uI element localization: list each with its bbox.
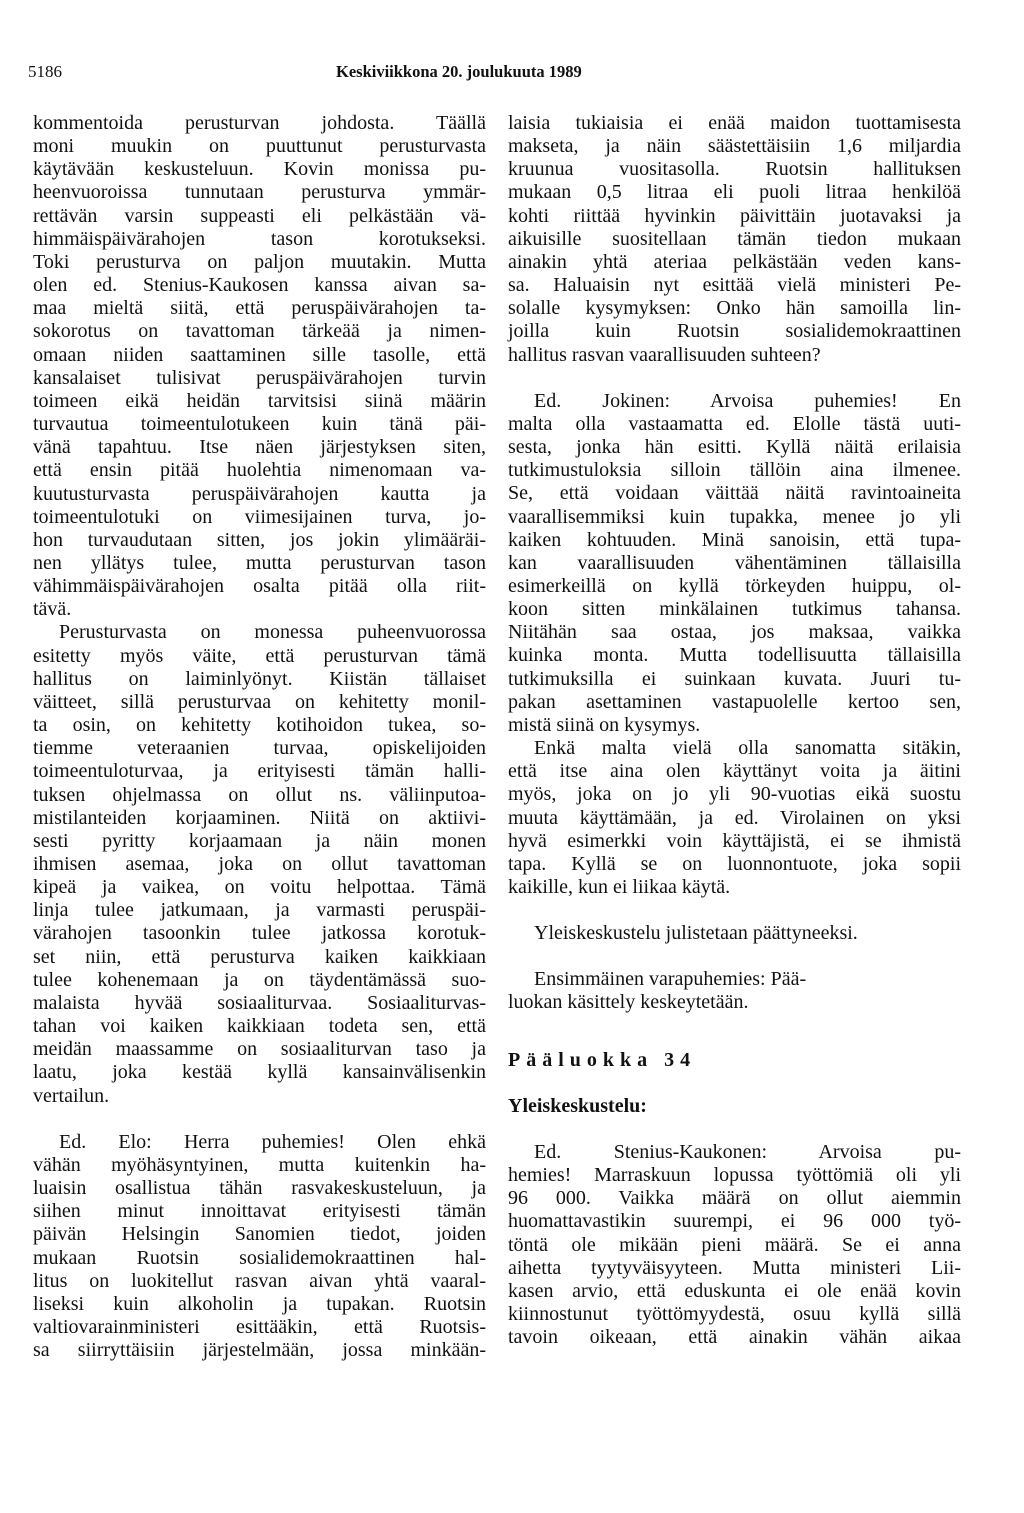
text-line: malaista hyvää sosiaaliturvaa. Sosiaaliturvas- bbox=[33, 991, 486, 1014]
text-line: päivän Helsingin Sanomien tiedot, joiden bbox=[33, 1223, 486, 1246]
text-line: tävä. bbox=[33, 598, 72, 621]
text-line: hallitus rasvan vaarallisuuden suhteen? bbox=[508, 343, 821, 366]
text-line: tuksen ohjelmassa on ollut ns. väliinputoa- bbox=[33, 783, 486, 806]
text-line: hemies! Marraskuun lopussa työttömiä oli yli bbox=[508, 1164, 961, 1187]
text-line: omaan niiden saattaminen sille tasolle, että bbox=[33, 343, 486, 366]
text-line: ihmisen asemaa, joka on ollut tavattoman bbox=[33, 853, 486, 875]
text-line: 96 000. Vaikka määrä on ollut aiemmin bbox=[508, 1187, 961, 1210]
text-line: tutkimustuloksia silloin tällöin aina ilmenee. bbox=[508, 459, 961, 482]
text-line: toimeen eikä heidän tarvitsisi siinä määrin bbox=[33, 389, 486, 412]
text-line: sesti pyritty korjaamaan ja näin monen bbox=[33, 829, 486, 852]
text-line: kiinnostunut työttömyydestä, osuu kyllä sillä bbox=[508, 1303, 961, 1326]
page-number: 5186 bbox=[28, 62, 62, 81]
text-line: kommentoida perusturvan johdosta. Täällä bbox=[33, 112, 486, 134]
text-line: huomattavastikin suurempi, ei 96 000 työ- bbox=[508, 1210, 961, 1233]
text-line: ainakin yhtä ateriaa pelkästään veden kans- bbox=[508, 250, 961, 273]
paragraph-gap bbox=[508, 945, 961, 968]
paragraph-gap bbox=[508, 367, 961, 390]
text-line: tiemme veteraanien turvaa, opiskelijoiden bbox=[33, 737, 486, 760]
text-line: laisia tukiaisia ei enää maidon tuottamisesta bbox=[508, 112, 961, 134]
text-line: maa mieltä siitä, että peruspäivärahojen ta- bbox=[33, 297, 486, 320]
text-line: meidän maassamme on sosiaaliturvan taso ja bbox=[33, 1038, 486, 1061]
text-line: vähimmäispäivärahojen osalta pitää olla riit- bbox=[33, 575, 486, 598]
section-heading: Pääluokka 34 bbox=[508, 1048, 697, 1071]
text-line: solalle kysymyksen: Onko hän samoilla lin- bbox=[508, 297, 961, 320]
text-line: Ed. Jokinen: Arvoisa puhemies! En bbox=[534, 389, 961, 412]
text-line: kuinka monta. Mutta todellisuutta tällaisilla bbox=[508, 644, 961, 667]
text-line: esimerkeillä on kyllä törkeyden huippu, ol- bbox=[508, 574, 961, 597]
text-line: mistä siinä on kysymys. bbox=[508, 713, 701, 736]
text-line: töntä ole mikään pieni määrä. Se ei anna bbox=[508, 1233, 961, 1256]
text-line: rettävän varsin suppeasti eli pelkästään vä- bbox=[33, 204, 486, 227]
text-line: kaikille, kun ei liikaa käytä. bbox=[508, 876, 731, 898]
text-line: litus on luokitellut rasvan aivan yhtä vaaral- bbox=[33, 1269, 486, 1292]
text-line: joilla kuin Ruotsin sosialidemokraattinen bbox=[508, 320, 961, 343]
text-line: muuta käyttämään, ja ed. Virolainen on yksi bbox=[508, 806, 961, 829]
text-line: vaarallisemmiksi kuin tupakka, menee jo yli bbox=[508, 505, 961, 528]
text-line: tutkimuksilla ei suinkaan kuvata. Juuri tu- bbox=[508, 667, 961, 690]
text-line: sa. Haluaisin nyt esittää vielä ministeri Pe- bbox=[508, 274, 961, 297]
text-line: laatu, joka kestää kyllä kansainvälisenkin bbox=[33, 1061, 486, 1084]
text-line: kaiken kohtuuden. Minä sanoisin, että tupa- bbox=[508, 528, 961, 551]
text-line: kuutusturvasta peruspäivärahojen kautta ja bbox=[33, 482, 486, 505]
text-line: luokan käsittely keskeytetään. bbox=[508, 991, 749, 1014]
text-line: mukaan 0,5 litraa eli puoli litraa henkilöä bbox=[508, 181, 961, 204]
paragraph-gap bbox=[508, 1072, 961, 1095]
text-line: kan vaarallisuuden vähentäminen tällaisilla bbox=[508, 551, 961, 574]
text-line: tahan voi kaiken kaikkiaan todeta sen, että bbox=[33, 1015, 486, 1038]
page-header-date: Keskiviikkona 20. joulukuuta 1989 bbox=[336, 62, 582, 81]
paragraph-gap bbox=[508, 899, 961, 922]
text-line: Se, että voidaan väittää näitä ravintoaineita bbox=[508, 482, 961, 505]
text-line: turvautua toimeentulotukeen kuin tänä päi- bbox=[33, 413, 486, 436]
text-line: set niin, että perusturva kaiken kaikkiaan bbox=[33, 945, 486, 968]
text-line: värahojen tasoonkin tulee jatkossa korotuk- bbox=[33, 922, 486, 945]
text-line: valtiovarainministeri esittääkin, että Ruotsis- bbox=[33, 1315, 486, 1338]
text-line: käytävään keskusteluun. Kovin monissa pu- bbox=[33, 158, 486, 181]
text-line: toimeentuloturvaa, ja erityisesti tämän halli- bbox=[33, 760, 486, 783]
text-line: Toki perusturva on paljon muutakin. Mutta bbox=[33, 250, 486, 273]
text-line: sokorotus on tavattoman tärkeää ja nimen- bbox=[33, 320, 486, 343]
text-line: pakan asettaminen vastapuolelle kertoo sen, bbox=[508, 690, 961, 713]
text-line: väitteet, sillä perusturvaa on kehitetty monil- bbox=[33, 690, 486, 713]
text-line: Perusturvasta on monessa puheenvuorossa bbox=[59, 621, 486, 644]
text-line: tavoin oikeaan, että ainakin vähän aikaa bbox=[508, 1326, 961, 1349]
text-line: ta osin, on kehitetty kotihoidon tukea, so- bbox=[33, 714, 486, 737]
text-line: moni muukin on puuttunut perusturvasta bbox=[33, 135, 486, 158]
text-line: myös, joka on jo yli 90-vuotias eikä suostu bbox=[508, 783, 961, 806]
text-line: hon turvaudutaan sitten, jos jokin ylimääräi- bbox=[33, 528, 486, 551]
text-line: koon sitten minkälainen tutkimus tahansa. bbox=[508, 598, 961, 621]
text-line: Ed. Elo: Herra puhemies! Olen ehkä bbox=[59, 1130, 486, 1153]
text-line: että itse aina olen käyttänyt voita ja äitini bbox=[508, 760, 961, 783]
text-line: siihen minut innoittavat erityisesti tämän bbox=[33, 1200, 486, 1223]
paragraph-gap bbox=[33, 1108, 486, 1131]
text-line: vertailun. bbox=[33, 1084, 110, 1107]
text-line: Ensimmäinen varapuhemies: Pää- bbox=[534, 968, 807, 991]
text-line: Niitähän saa ostaa, jos maksaa, vaikka bbox=[508, 621, 961, 644]
text-line: linja tulee jatkumaan, ja varmasti peruspäi- bbox=[33, 899, 486, 922]
text-line: aihetta tyytyväisyyteen. Mutta ministeri Lii- bbox=[508, 1256, 961, 1279]
text-line: hyvä esimerkki voin käyttäjistä, ei se ihmistä bbox=[508, 829, 961, 852]
text-line: sesta, jonka hän esitti. Kyllä näitä erilaisia bbox=[508, 436, 961, 459]
text-line: kasen arvio, että eduskunta ei ole enää kovin bbox=[508, 1279, 961, 1302]
paragraph-gap bbox=[508, 1118, 961, 1141]
text-line: aikuisille suositellaan tämän tiedon mukaan bbox=[508, 227, 961, 250]
section-gap bbox=[508, 1015, 961, 1049]
text-line: toimeentulotuki on viimesijainen turva, jo- bbox=[33, 505, 486, 528]
text-line: mistilanteiden korjaaminen. Niitä on aktiivi- bbox=[33, 806, 486, 829]
right-column bbox=[508, 112, 961, 1349]
text-line: kipeä ja vaikea, on voitu helpottaa. Tämä bbox=[33, 876, 486, 899]
text-line: himmäispäivärahojen tason korotukseksi. bbox=[33, 227, 486, 250]
left-column bbox=[33, 112, 486, 1362]
text-line: Yleiskeskustelu julistetaan päättyneeksi. bbox=[534, 922, 858, 945]
text-line: vähän myöhäsyntyinen, mutta kuitenkin ha- bbox=[33, 1153, 486, 1176]
text-line: nen yllätys tulee, mutta perusturvan tason bbox=[33, 551, 486, 574]
text-line: että ensin pitää huolehtia nimenomaan va- bbox=[33, 459, 486, 482]
subsection-heading: Yleiskeskustelu: bbox=[508, 1094, 647, 1117]
text-line: hallitus on laiminlyönyt. Kiistän tällaiset bbox=[33, 667, 486, 690]
text-line: malta olla vastaamatta ed. Elolle tästä uuti- bbox=[508, 412, 961, 435]
text-line: makseta, ja näin säästettäisiin 1,6 miljardia bbox=[508, 135, 961, 158]
text-line: tulee kohenemaan ja on täydentämässä suo- bbox=[33, 968, 486, 991]
text-line: liseksi kuin alkoholin ja tupakan. Ruotsin bbox=[33, 1292, 486, 1315]
text-line: Ed. Stenius-Kaukonen: Arvoisa pu- bbox=[534, 1140, 961, 1163]
text-line: kohti riittää hyvinkin päivittäin juotavaksi ja bbox=[508, 204, 961, 227]
text-line: tapa. Kyllä se on luonnontuote, joka sopii bbox=[508, 852, 961, 875]
text-line: Enkä malta vielä olla sanomatta sitäkin, bbox=[534, 737, 961, 760]
text-line: mukaan Ruotsin sosialidemokraattinen hal- bbox=[33, 1246, 486, 1269]
text-line: heenvuoroissa tunnutaan perusturva ymmär- bbox=[33, 181, 486, 204]
text-line: sa siirryttäisiin järjestelmään, jossa minkään- bbox=[33, 1339, 486, 1362]
text-line: kruunua vuositasolla. Ruotsin hallituksen bbox=[508, 158, 961, 181]
text-line: olen ed. Stenius-Kaukosen kanssa aivan sa- bbox=[33, 274, 486, 297]
text-line: esitetty myös väite, että perusturvan tämä bbox=[33, 644, 486, 667]
text-line: vänä tapahtuu. Itse näen järjestyksen siten, bbox=[33, 436, 486, 459]
text-line: luaisin osallistua tähän rasvakeskusteluun, ja bbox=[33, 1177, 486, 1200]
text-line: kansalaiset tulisivat peruspäivärahojen turvin bbox=[33, 366, 486, 389]
